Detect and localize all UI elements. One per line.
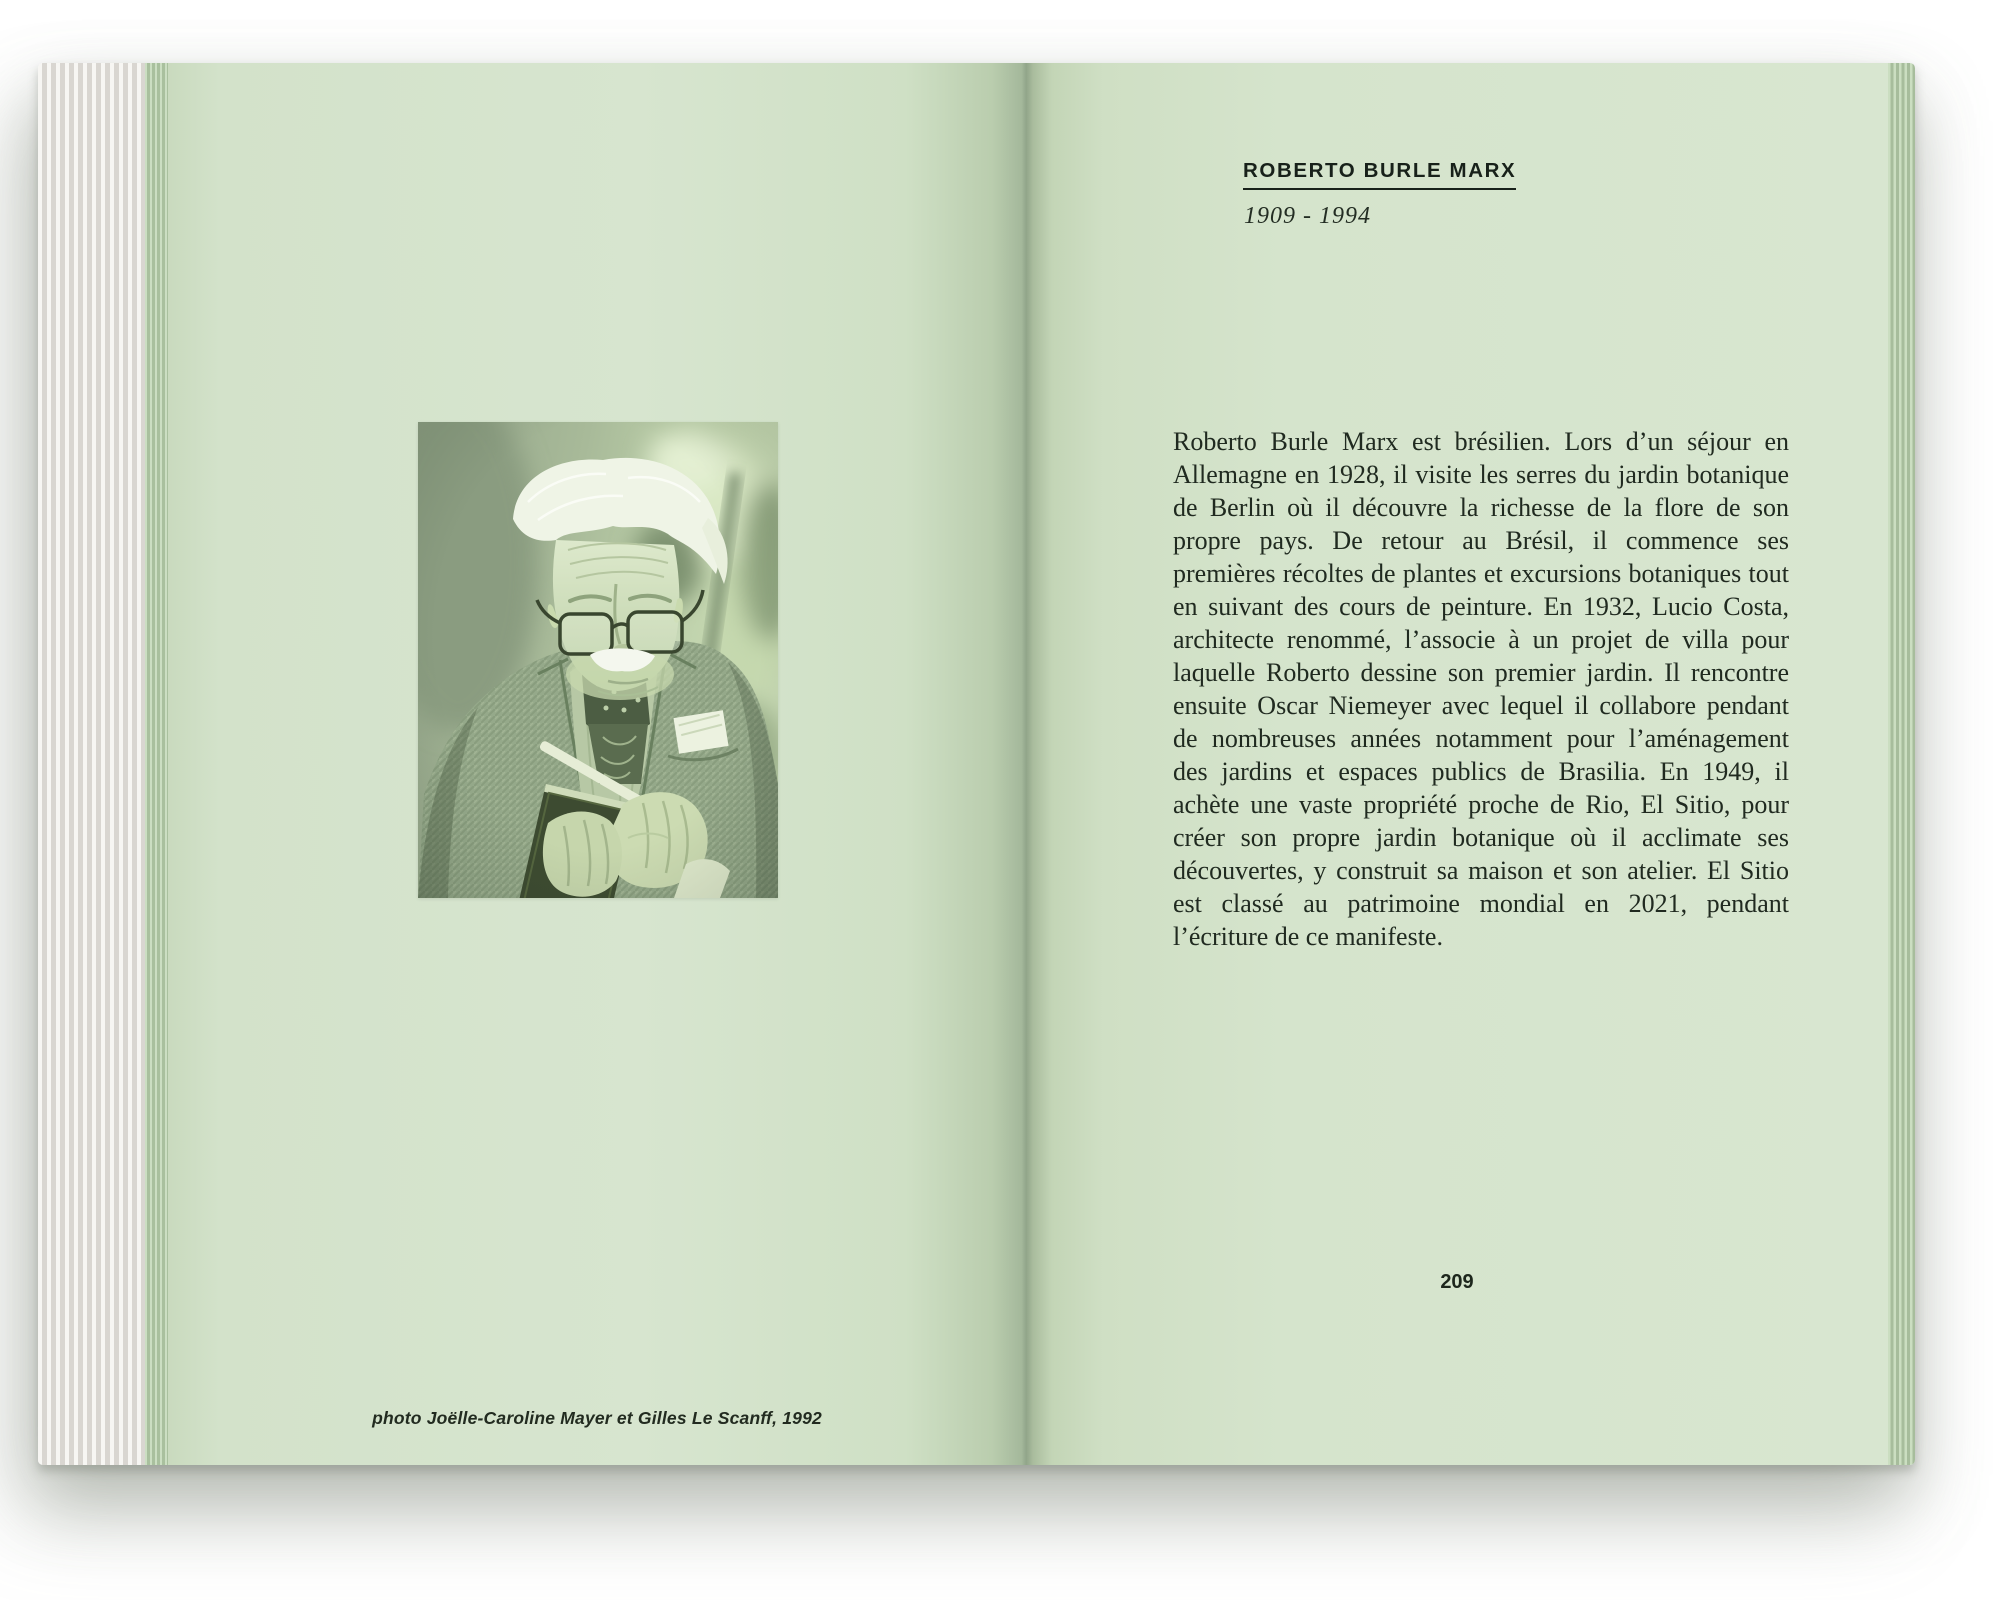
article-heading: ROBERTO BURLE MARX: [1243, 159, 1516, 190]
page-number: 209: [1440, 1271, 1474, 1293]
left-page: [168, 63, 1026, 1465]
book-fore-edge-left: [38, 63, 145, 1465]
photo-vignette: [418, 422, 778, 898]
book-fore-edge-left-green: [145, 63, 168, 1465]
book-spread: [38, 63, 1915, 1465]
article-dates: 1909 - 1994: [1244, 203, 1371, 229]
portrait-photo: [418, 422, 778, 898]
article-body: Roberto Burle Marx est brésilien. Lors d’un séjour en Allemagne en 1928, il visite les serres du jardin botanique de Berlin où il découvre la richesse de la flore de son propre pays. De retour au Brésil, il commence ses premières récoltes de plantes et excursions botaniques tout en suivant des cours de peinture. En 1932, Lucio Costa, architecte renommé, l’associe à un projet de villa pour laquelle Roberto dessine son premier jardin. Il rencontre ensuite Oscar Niemeyer avec lequel il collabore pendant de nombreuses années notamment pour l’aménagement des jardins et espaces publics de Brasilia. En 1949, il achète une vaste propriété proche de Rio, El Sitio, pour créer son propre jardin botanique où il acclimate ses découvertes, y construit sa maison et son atelier. El Sitio est classé au patrimoine mondial en 2021, pendant l’écriture de ce manifeste.: [1173, 427, 1789, 951]
book-fore-edge-right: [1888, 63, 1915, 1465]
photo-caption: photo Joëlle-Caroline Mayer et Gilles Le Scanff, 1992: [372, 1408, 822, 1428]
right-page: [1026, 63, 1888, 1465]
